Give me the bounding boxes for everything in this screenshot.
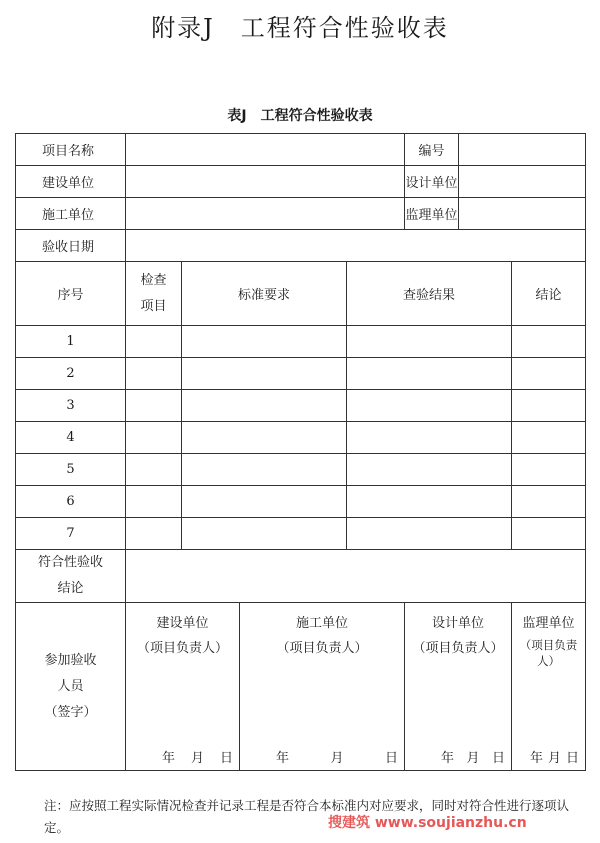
table-row [16, 422, 586, 454]
date-month: 月 [547, 751, 561, 766]
date-day: 日 [219, 751, 233, 766]
seq-header: 序号 [16, 262, 126, 326]
result-cell[interactable] [347, 454, 512, 486]
check-item-header-line2: 项目 [140, 298, 167, 314]
row-number: 2 [16, 358, 126, 390]
date-year: 年 [530, 751, 544, 766]
supervisor-unit-value[interactable] [459, 198, 586, 230]
table-row [16, 486, 586, 518]
signature-unit-label: 监理单位 [522, 616, 575, 631]
signature-responsible-label: （项目负责人） [412, 641, 504, 656]
check-item-cell[interactable] [126, 358, 182, 390]
signature-responsible-label: （项目负责人） [276, 641, 368, 656]
builder-unit-label: 施工单位 [16, 198, 126, 230]
participants-label-line3: （签字） [44, 704, 97, 720]
row-number: 1 [16, 326, 126, 358]
signature-date [411, 747, 505, 766]
signature-cell-design[interactable] [405, 603, 512, 771]
conformity-label-line1: 符合性验收 [37, 555, 103, 570]
signature-row [16, 603, 586, 771]
column-header-row [16, 262, 586, 326]
conclusion-header: 结论 [512, 262, 586, 326]
conformity-value[interactable] [126, 550, 586, 603]
watermark: 搜建筑 www.soujianzhu.cn [328, 815, 527, 831]
conclusion-cell[interactable] [512, 518, 586, 550]
standard-cell[interactable] [182, 422, 347, 454]
info-row-date [16, 230, 586, 262]
supervisor-unit-label: 监理单位 [405, 198, 459, 230]
number-value[interactable] [459, 134, 586, 166]
project-name-value[interactable] [126, 134, 405, 166]
construction-unit-value[interactable] [126, 166, 405, 198]
construction-unit-label: 建设单位 [16, 166, 126, 198]
signature-unit-label: 设计单位 [431, 616, 484, 631]
check-item-header-line1: 检查 [140, 272, 167, 288]
signature-cell-construction[interactable] [126, 603, 240, 771]
date-day: 日 [491, 751, 505, 766]
project-name-label: 项目名称 [16, 134, 126, 166]
standard-header: 标准要求 [182, 262, 347, 326]
acceptance-date-label: 验收日期 [16, 230, 126, 262]
row-number: 5 [16, 454, 126, 486]
participants-label-line2: 人员 [57, 678, 84, 694]
signature-responsible-label: （项目负责人） [136, 641, 228, 656]
table-row [16, 358, 586, 390]
conclusion-cell[interactable] [512, 326, 586, 358]
signature-date [132, 747, 233, 766]
standard-cell[interactable] [182, 358, 347, 390]
participants-label [16, 603, 126, 771]
date-day: 日 [565, 751, 579, 766]
row-number: 4 [16, 422, 126, 454]
conformity-label-line2: 结论 [57, 581, 84, 596]
conclusion-cell[interactable] [512, 486, 586, 518]
signature-date [518, 747, 579, 766]
date-year: 年 [162, 751, 176, 766]
row-number: 7 [16, 518, 126, 550]
acceptance-date-value[interactable] [126, 230, 586, 262]
signature-cell-builder[interactable] [240, 603, 405, 771]
date-year: 年 [441, 751, 455, 766]
info-row-project [16, 134, 586, 166]
signature-responsible-label: （项目负责人） [519, 638, 578, 668]
result-cell[interactable] [347, 326, 512, 358]
date-year: 年 [276, 751, 290, 766]
table-caption: 表J 工程符合性验收表 [227, 108, 373, 124]
table-row [16, 326, 586, 358]
result-cell[interactable] [347, 486, 512, 518]
standard-cell[interactable] [182, 390, 347, 422]
design-unit-value[interactable] [459, 166, 586, 198]
acceptance-table [15, 133, 586, 771]
participants-label-line1: 参加验收 [44, 652, 97, 668]
check-item-cell[interactable] [126, 454, 182, 486]
row-number: 6 [16, 486, 126, 518]
info-row-construction [16, 166, 586, 198]
conclusion-cell[interactable] [512, 390, 586, 422]
date-month: 月 [190, 751, 204, 766]
conclusion-cell[interactable] [512, 454, 586, 486]
conformity-row [16, 550, 586, 603]
check-item-cell[interactable] [126, 390, 182, 422]
number-label: 编号 [405, 134, 459, 166]
signature-date [246, 747, 398, 766]
result-header: 查验结果 [347, 262, 512, 326]
date-month: 月 [330, 751, 344, 766]
table-row [16, 390, 586, 422]
conformity-label [16, 550, 126, 603]
builder-unit-value[interactable] [126, 198, 405, 230]
result-cell[interactable] [347, 422, 512, 454]
standard-cell[interactable] [182, 518, 347, 550]
check-item-cell[interactable] [126, 422, 182, 454]
conclusion-cell[interactable] [512, 358, 586, 390]
signature-unit-label: 建设单位 [156, 616, 209, 631]
signature-unit-label: 施工单位 [295, 616, 348, 631]
check-item-cell[interactable] [126, 486, 182, 518]
signature-cell-supervisor[interactable] [512, 603, 586, 771]
standard-cell[interactable] [182, 326, 347, 358]
footnote: 注：应按照工程实际情况检查并记录工程是否符合本标准内对应要求，同时对符合性进行逐项认定。 [44, 798, 570, 835]
conclusion-cell[interactable] [512, 422, 586, 454]
result-cell[interactable] [347, 358, 512, 390]
check-item-header [126, 262, 182, 326]
appendix-title: 附录J 工程符合性验收表 [151, 14, 449, 42]
info-row-builder [16, 198, 586, 230]
result-cell[interactable] [347, 518, 512, 550]
date-month: 月 [466, 751, 480, 766]
date-day: 日 [384, 751, 398, 766]
standard-cell[interactable] [182, 486, 347, 518]
check-item-cell[interactable] [126, 326, 182, 358]
table-row [16, 518, 586, 550]
check-item-cell[interactable] [126, 518, 182, 550]
row-number: 3 [16, 390, 126, 422]
table-row [16, 454, 586, 486]
design-unit-label: 设计单位 [405, 166, 459, 198]
result-cell[interactable] [347, 390, 512, 422]
standard-cell[interactable] [182, 454, 347, 486]
